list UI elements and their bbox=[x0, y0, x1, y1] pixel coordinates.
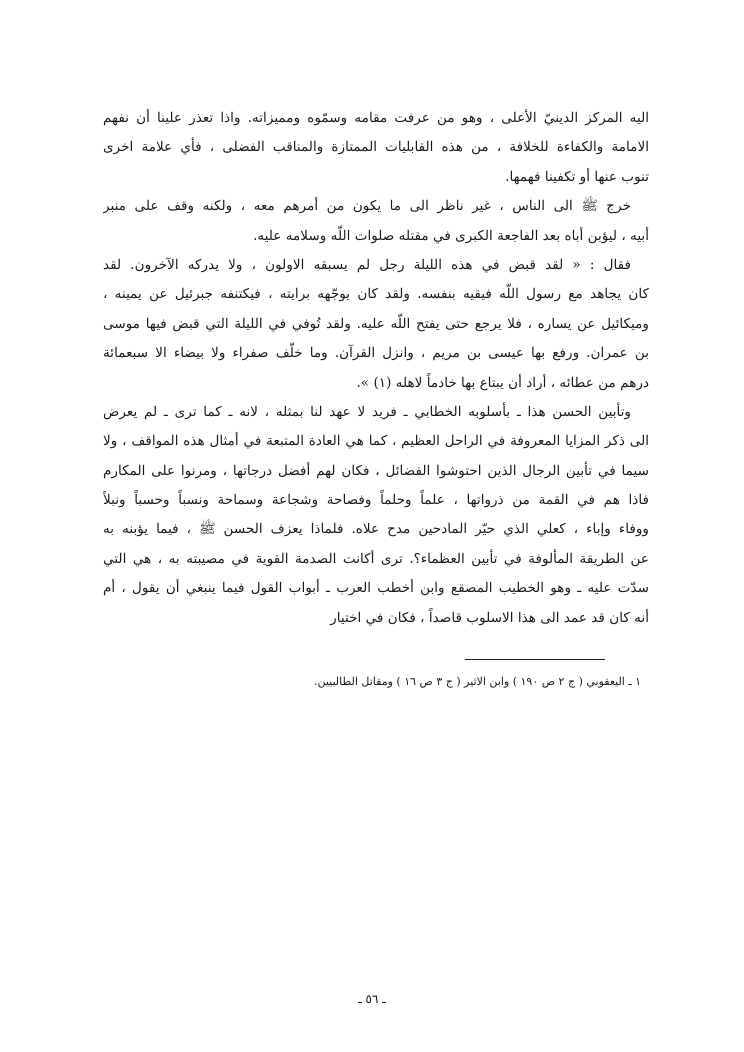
text-line: سدّت عليه ـ وهو الخطيب المصقع وابن أخطب العرب ـ أبواب القول فيما ينبغي أن يقول ، أم bbox=[103, 580, 649, 597]
page-number: ـ ٥٦ ـ bbox=[358, 992, 386, 1006]
text-line: بن عمران. ورفع بها عيسى بن مريم ، وانزل القرآن. وما خلّف صفراء ولا بيضاء الا سبعمائة bbox=[103, 345, 649, 362]
text-line: عن الطريقة المألوفة في تأبين العظماء؟. ترى أكانت الصدمة القوية في مصيبته به ، هي التي bbox=[103, 550, 649, 567]
text-line: درهم من عطائه ، أراد أن يبتاع بها خادماً لاهله (١) ». bbox=[356, 374, 649, 391]
body-text bbox=[103, 104, 649, 633]
footnote-divider bbox=[465, 659, 605, 660]
text-line: فقال : « لقد قبض في هذه الليلة رجل لم يسبقه الاولون ، ولا يدركه الآخرون. لقد bbox=[103, 256, 631, 273]
text-line: وميكائيل عن يساره ، فلا يرجع حتى يفتح اللّه عليه. ولقد تُوفي في الليلة التي قبض فيها موسى bbox=[103, 315, 649, 332]
text-line: أبيه ، ليؤبن أباه بعد الفاجعة الكبرى في مقتله صلوات اللّه وسلامه عليه. bbox=[253, 227, 649, 244]
text-line: ووفاء وإباء ، كعلي الذي حيّر المادحين مدح علاه. فلماذا يعزف الحسن ﷺ ، فيما يؤبنه به bbox=[103, 521, 649, 538]
footnote: ١ ـ اليعقوبي ( ج ٢ ص ١٩٠ ) وابن الاثير ( ج ٣ ص ١٦ ) ومقاتل الطالبيين. bbox=[313, 675, 641, 688]
text-line: خرج ﷺ الى الناس ، غير ناظر الى ما يكون من أمرهم معه ، ولكنه وقف على منبر bbox=[103, 198, 631, 215]
text-line: اليه المركز الدينيّ الأعلى ، وهو من عرفت مقامه وسمّوه ومميزاته. واذا تعذر علينا أن نفهم bbox=[103, 110, 649, 126]
text-line: كان يجاهد مع رسول اللّه فيقيه بنفسه. ولقد كان يوجّهه برايته ، فيكتنفه جبرئيل عن يمينه ، bbox=[103, 286, 649, 303]
text-line: الى ذكر المزايا المعروفة في الراحل العظيم ، كما هي العادة المتبعة في أمثال هذه المواقف ، ولا bbox=[103, 433, 649, 450]
text-line: سيما في تأبين الرجال الذين احتوشوا الفضائل ، فكان لهم أفضل درجاتها ، ومرنوا على المكارم bbox=[103, 462, 649, 479]
text-line: الامامة والكفاءة للخلافة ، من هذه القابليات الممتازة والمناقب الفضلى ، فأي علامة اخرى bbox=[103, 139, 649, 156]
text-line: تنوب عنها أو تكفينا فهمها. bbox=[505, 168, 649, 185]
text-line: أنه كان قد عمد الى هذا الاسلوب قاصداً ، فكان في اختيار bbox=[330, 609, 649, 626]
text-line: وتأبين الحسن هذا ـ بأسلوبه الخطابي ـ فريد لا عهد لنا بمثله ، لانه ـ كما ترى ـ لم يعرض bbox=[103, 403, 631, 420]
text-line: فاذا هم في القمة من ذرواتها ، علماً وحلماً وفصاحة وشجاعة وسماحة ونسباً وحسباً ونبلاً bbox=[103, 492, 649, 509]
